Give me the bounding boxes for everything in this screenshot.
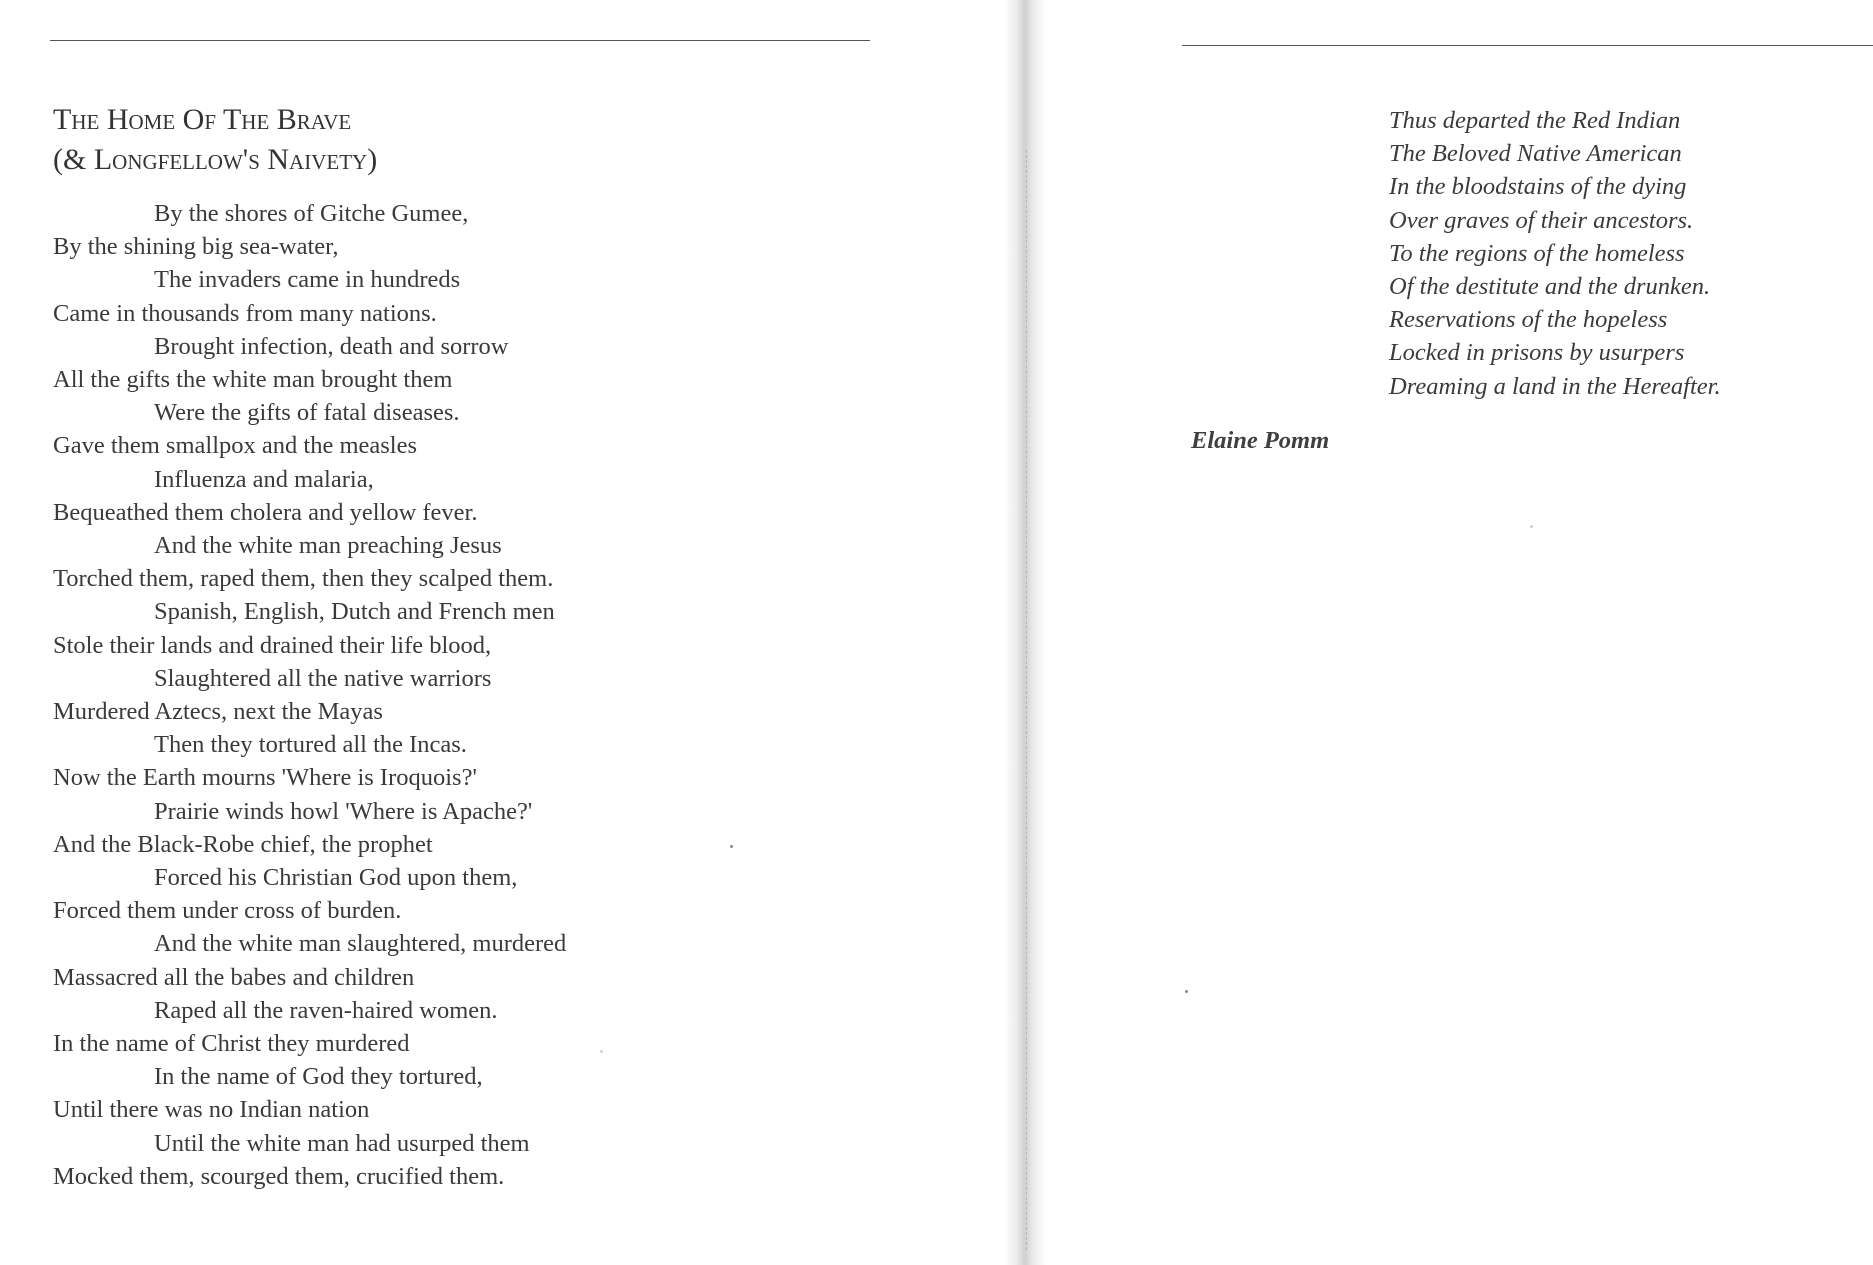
poem-line: All the gifts the white man brought them bbox=[53, 366, 453, 394]
poem-line: Prairie winds howl 'Where is Apache?' bbox=[154, 797, 533, 825]
poem-title-line-1: The Home Of The Brave bbox=[53, 103, 352, 136]
poem-line: Were the gifts of fatal diseases. bbox=[154, 399, 460, 427]
poem-line: Over graves of their ancestors. bbox=[1389, 206, 1694, 234]
poem-title-line-2: (& Longfellow's Naivety) bbox=[53, 143, 378, 176]
top-rule-left bbox=[50, 40, 870, 41]
poem-line: And the Black-Robe chief, the prophet bbox=[53, 830, 433, 858]
poem-line: Thus departed the Red Indian bbox=[1389, 107, 1681, 134]
poem-line: Raped all the raven-haired women. bbox=[154, 996, 498, 1024]
poem-stanza-right bbox=[1389, 104, 1721, 403]
author-name: Elaine Pomm bbox=[1191, 427, 1330, 454]
poem-line: Dreaming a land in the Hereafter. bbox=[1389, 372, 1721, 400]
poem-line: By the shining big sea-water, bbox=[53, 233, 339, 261]
poem-line: Then they tortured all the Incas. bbox=[154, 731, 467, 759]
poem-stanza-left bbox=[53, 197, 566, 1193]
poem-line: Gave them smallpox and the measles bbox=[53, 432, 417, 460]
poem-line: Torched them, raped them, then they scalped them. bbox=[53, 565, 554, 593]
poem-line: And the white man slaughtered, murdered bbox=[154, 930, 567, 958]
poem-line: In the name of Christ they murdered bbox=[53, 1030, 410, 1058]
poem-line: Stole their lands and drained their life blood, bbox=[53, 631, 492, 659]
poem-line: Now the Earth mourns 'Where is Iroquois?' bbox=[53, 764, 477, 792]
poem-line: The invaders came in hundreds bbox=[154, 266, 461, 294]
poem-line: In the name of God they tortured, bbox=[154, 1063, 483, 1091]
poem-line: Until there was no Indian nation bbox=[53, 1096, 370, 1124]
scan-speck bbox=[1185, 990, 1188, 993]
poem-line: Of the destitute and the drunken. bbox=[1389, 273, 1711, 301]
poem-line: And the white man preaching Jesus bbox=[154, 532, 502, 560]
poem-line: Mocked them, scourged them, crucified them. bbox=[53, 1162, 505, 1190]
poem-line: The Beloved Native American bbox=[1389, 140, 1682, 168]
poem-line: Forced them under cross of burden. bbox=[53, 897, 402, 925]
poem-line: Brought infection, death and sorrow bbox=[154, 332, 509, 360]
top-rule-right bbox=[1182, 45, 1873, 46]
poem-line: Murdered Aztecs, next the Mayas bbox=[53, 698, 383, 726]
poem-line: Massacred all the babes and children bbox=[53, 963, 415, 991]
poem-line: In the bloodstains of the dying bbox=[1389, 173, 1687, 201]
poem-line: Locked in prisons by usurpers bbox=[1389, 339, 1685, 367]
scan-speck bbox=[1530, 525, 1533, 528]
poem-line: Until the white man had usurped them bbox=[154, 1129, 530, 1157]
scan-speck bbox=[600, 1050, 603, 1053]
poem-line: To the regions of the homeless bbox=[1389, 239, 1685, 267]
poem-line: Spanish, English, Dutch and French men bbox=[154, 598, 555, 626]
scan-speck bbox=[730, 845, 733, 848]
poem-line: Came in thousands from many nations. bbox=[53, 299, 437, 327]
right-page bbox=[1010, 0, 1873, 1265]
poem-title bbox=[53, 100, 377, 180]
poem-line: Reservations of the hopeless bbox=[1389, 306, 1668, 334]
poem-line: Forced his Christian God upon them, bbox=[154, 864, 518, 892]
poem-line: Influenza and malaria, bbox=[154, 465, 374, 493]
poem-line: Slaughtered all the native warriors bbox=[154, 664, 492, 692]
poem-line: Bequeathed them cholera and yellow fever. bbox=[53, 498, 478, 526]
poem-line: By the shores of Gitche Gumee, bbox=[154, 200, 469, 227]
